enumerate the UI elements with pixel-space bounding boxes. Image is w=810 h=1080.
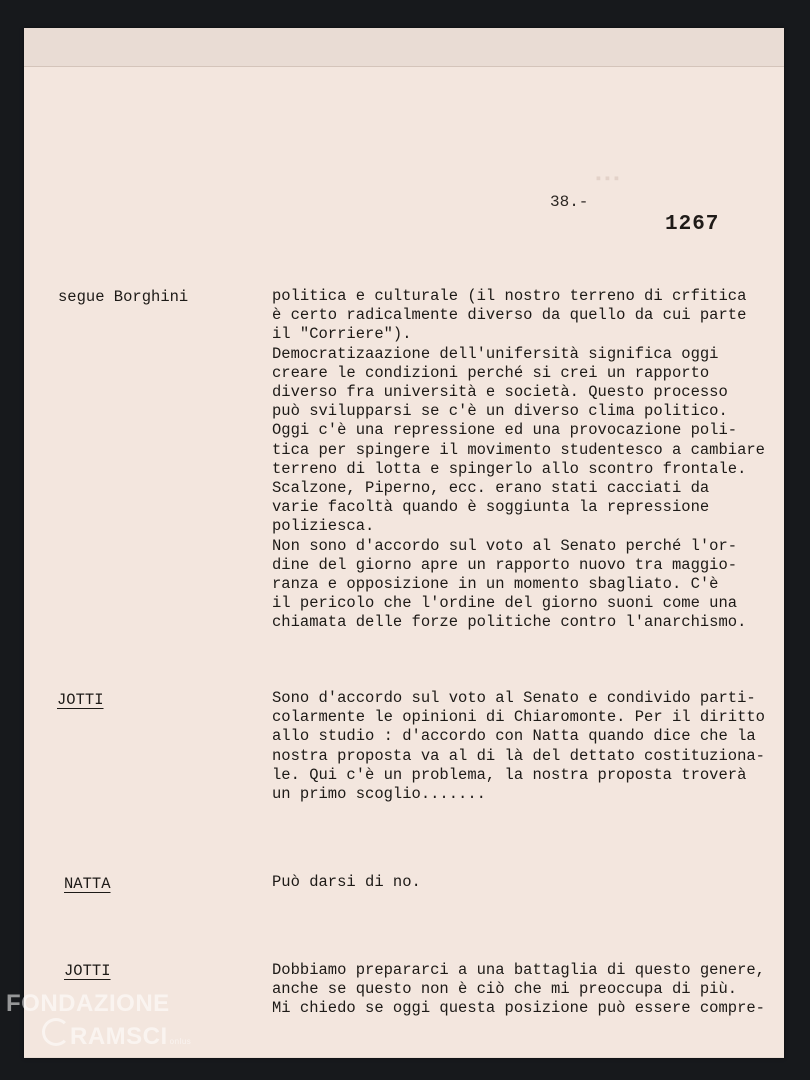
text-line: nostra proposta va al di là del dettato costituziona-: [272, 746, 765, 765]
gramsci-g-logo-icon: [42, 1018, 70, 1046]
speech-block: [272, 689, 777, 804]
text-line: Non sono d'accordo sul voto al Senato perché l'or-: [272, 536, 738, 555]
speaker-label: JOTTI: [64, 962, 111, 980]
text-line: poliziesca.: [272, 517, 375, 536]
watermark-suffix: onlus: [169, 1037, 192, 1046]
text-line: politica e culturale (il nostro terreno di crfitica: [272, 287, 747, 305]
page-number: 38.-: [550, 193, 589, 211]
text-line: può svilupparsi se c'è un diverso clima politico.: [272, 402, 728, 421]
text-line: il pericolo che l'ordine del giorno suoni come una: [272, 594, 738, 613]
text-line: Democratizaazione dell'unifersità significa oggi: [272, 344, 719, 363]
speaker-label: JOTTI: [57, 691, 104, 709]
text-line: tica per spingere il movimento studentesco a cambiare: [272, 440, 765, 459]
archive-stamp-number: 1267: [665, 213, 720, 236]
text-line: il "Corriere").: [272, 325, 412, 344]
speaker-label: segue Borghini: [58, 288, 189, 306]
speaker-label: NATTA: [64, 875, 111, 893]
text-line: terreno di lotta e spingerlo allo scontro frontale.: [272, 459, 747, 478]
text-line: allo studio : d'accordo con Natta quando dice che la: [272, 727, 756, 746]
text-line: Mi chiedo se oggi questa posizione può essere compre-: [272, 999, 765, 1018]
text-line: è certo radicalmente diverso da quello da cui parte: [272, 306, 747, 325]
text-line: Oggi c'è una repressione ed una provocazione poli-: [272, 421, 738, 440]
text-line: ranza e opposizione in un momento sbagliato. C'è: [272, 575, 719, 594]
document-page: [24, 66, 784, 1057]
text-line: Scalzone, Piperno, ecc. erano stati cacciati da: [272, 479, 710, 498]
text-line: Sono d'accordo sul voto al Senato e condivido parti-: [272, 689, 756, 707]
text-line: Dobbiamo prepararci a una battaglia di questo genere,: [272, 961, 765, 979]
speech-block: [272, 287, 777, 633]
text-line: diverso fra università e società. Questo processo: [272, 383, 728, 402]
text-line: chiamata delle forze politiche contro l'anarchismo.: [272, 613, 747, 632]
text-line: creare le condizioni perché si crei un rapporto: [272, 363, 710, 382]
watermark-line2: RAMSCI: [70, 1023, 168, 1050]
speech-block: [272, 873, 777, 892]
speech-block: [272, 961, 777, 1019]
bleed-through-mark: ▪▪▪: [594, 171, 622, 188]
text-line: Può darsi di no.: [272, 873, 421, 891]
text-line: le. Qui c'è un problema, la nostra proposta troverà: [272, 765, 747, 784]
text-line: varie facoltà quando è soggiunta la repressione: [272, 498, 710, 517]
fondazione-gramsci-watermark: [6, 990, 191, 1056]
text-line: dine del giorno apre un rapporto nuovo tra maggio-: [272, 555, 738, 574]
text-line: un primo scoglio.......: [272, 785, 486, 804]
watermark-line1: FONDAZIONE: [6, 990, 170, 1017]
text-line: anche se questo non è ciò che mi preoccupa di più.: [272, 980, 738, 999]
text-line: colarmente le opinioni di Chiaromonte. Per il diritto: [272, 708, 765, 727]
